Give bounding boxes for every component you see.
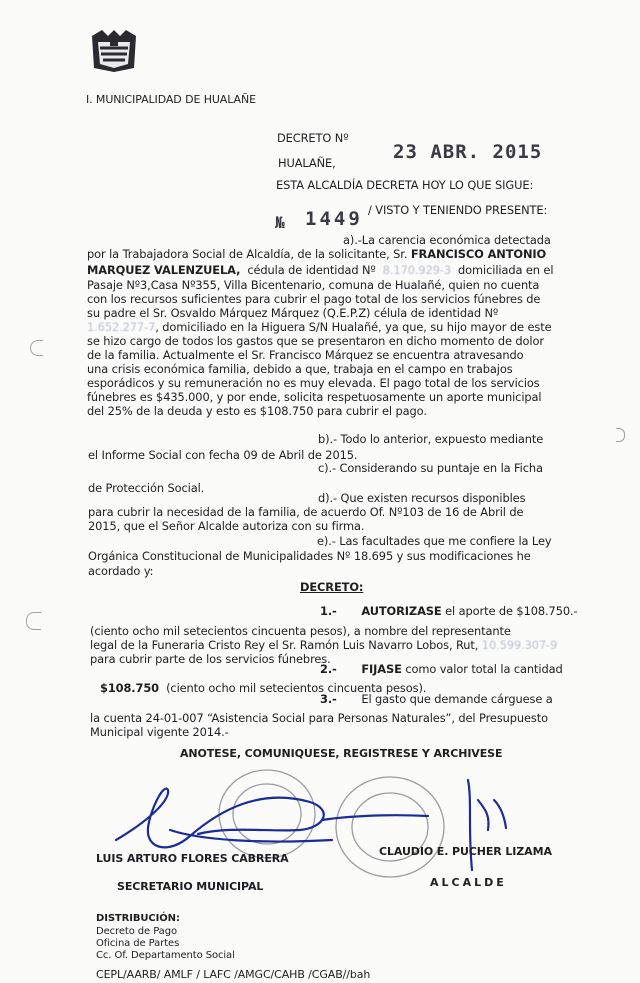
point-1-line-4: para cubrir parte de los servicios fúnebres. [90,652,331,666]
point-3-rest: El gasto que demande cárguese a [361,692,553,706]
margin-mark-left-2 [26,612,41,630]
distribution-item-2: Oficina de Partes [96,938,180,949]
point-3-line-2: la cuenta 24-01-007 “Asistencia Social para Personas Naturales”, del Presupuesto [90,711,549,725]
paragraph-a-line-2 [87,247,546,262]
mayor-title: ALCALDE [430,876,507,889]
secretary-name: LUIS ARTURO FLORES CABRERA [96,852,289,865]
point-1-line-3-text: legal de la Funeraria Cristo Rey el Sr. Ramón Luis Navarro Lobos, Rut, [90,638,479,652]
point-3-line-3: Municipal vigente 2014.- [90,725,229,739]
visto-line: / VISTO Y TENIENDO PRESENTE: [368,203,548,217]
point-1-line-2: (ciento ocho mil setecientos cincuenta pesos), a nombre del representante [90,624,511,638]
anotese-line: ANOTESE, COMUNIQUESE, REGISTRESE Y ARCHIVESE [180,747,503,760]
applicant-name-bold-2: MARQUEZ VALENZUELA, [87,263,241,277]
decree-number-stamp: 1449 [305,208,363,230]
paragraph-d-line-3: 2015, que el Señor Alcalde autoriza con su firma. [88,519,365,533]
paragraph-a-line-12: fúnebres es $435.000, y por ende, solicita respetuosamente un aporte municipal [87,390,542,404]
point-1-line-3 [90,638,557,653]
paragraph-a-line-11: esporádicos y su remuneración no es muy elevada. El pago total de los servicios [87,376,540,390]
paragraph-e-line-2: Orgánica Constitucional de Municipalidades Nº 18.695 y sus modificaciones he [88,549,531,563]
municipal-crest-icon [88,28,140,74]
paragraph-a-line-5: con los recursos suficientes para cubrir el pago total de los servicios fúnebres de [87,292,541,306]
point-2-line-1 [320,662,563,677]
point-3-line-1 [320,692,553,707]
point-2-number: 2.- [320,662,337,676]
paragraph-a-line-9: de la familia. Actualmente el Sr. Francisco Márquez se encuentra atravesando [87,348,524,362]
paragraph-a-line-1: a).-La carencia económica detectada [343,233,551,247]
paragraph-d-line-2: para cubrir la necesidad de la familia, de acuerdo Of. Nº103 de 16 de Abril de [88,505,524,519]
decree-heading: DECRETO: [300,580,364,594]
distribution-item-1: Decreto de Pago [96,926,177,937]
distribution-item-3: Cc. Of. Departamento Social [96,950,235,961]
date-stamp: 23 ABR. 2015 [393,141,543,163]
stamp-prefix: № [275,213,285,232]
redacted-id-1: 8.170.929-3 [382,263,451,277]
paragraph-c-line-1: c).- Considerando su puntaje en la Ficha [318,461,543,475]
paragraph-a-line-4: Pasaje Nº3,Casa Nº355, Villa Bicentenario, comuna de Hualañé, quien no cuenta [87,278,540,292]
point-1-line-1 [320,604,578,619]
point-1-keyword: AUTORIZASE [361,604,442,618]
paragraph-a-text-start: por la Trabajadora Social de Alcaldía, de la solicitante, Sr. [87,247,411,261]
mayor-name: CLAUDIO E. PUCHER LIZAMA [379,845,552,858]
point-3-number: 3.- [320,692,337,706]
applicant-name-bold-1: FRANCISCO ANTONIO [410,247,547,261]
point-2-amount: $108.750 [100,681,160,695]
secretary-title: SECRETARIO MUNICIPAL [117,880,264,893]
paragraph-a-line-7-text: , domiciliado en la Higuera S/N Hualañé, ya que, su hijo mayor de este [155,320,552,334]
paragraph-c-line-2: de Protección Social. [88,481,205,495]
paragraph-a-line-3 [87,263,553,278]
distribution-heading: DISTRIBUCIÓN: [96,913,180,924]
paragraph-a-line-8: se hizo cargo de todos los gastos que se presentaron en dicho momento de dolor [87,334,544,348]
decree-number-label: DECRETO Nº [277,131,349,145]
municipality-name: I. MUNICIPALIDAD DE HUALAÑE [86,93,256,106]
paragraph-a-line-10: una crisis económica familia, debido a que, trabaja en el campo en trabajos [87,362,513,376]
distribution-initials: CEPL/AARB/ AMLF / LAFC /AMGC/CAHB /CGAB//bah [96,968,371,981]
paragraph-a-line-6: su padre el Sr. Osvaldo Márquez Márquez (Q.E.P.Z) célula de identidad Nº [87,306,499,320]
paragraph-d-line-1: d).- Que existen recursos disponibles [318,491,526,505]
place-label: HUALAÑE, [278,156,336,170]
id-label: cédula de identidad Nº [247,263,376,277]
point-1-rest: el aporte de $108.750.- [445,604,578,618]
paragraph-e-line-1: e).- Las facultades que me confiere la Ley [317,534,552,548]
redacted-rut: 10.599.307-9 [481,638,558,652]
paragraph-a-line-13: del 25% de la deuda y esto es $108.750 para cubrir el pago. [87,404,427,418]
domicile-label: domiciliada en el [458,263,554,277]
paragraph-b-line-1: b).- Todo lo anterior, expuesto mediante [318,432,544,446]
point-1-number: 1.- [320,604,337,618]
margin-mark-left-1 [30,340,43,356]
point-2-keyword: FIJASE [361,662,402,676]
paragraph-b-line-2: el Informe Social con fecha 09 de Abril de 2015. [88,448,358,462]
paragraph-e-line-3: acordado y: [88,564,154,578]
paragraph-a-line-7 [87,320,552,335]
point-2-rest: como valor total la cantidad [405,662,563,676]
decrees-line: ESTA ALCALDÍA DECRETA HOY LO QUE SIGUE: [276,178,534,192]
margin-mark-right [616,428,625,442]
mayor-signature [318,770,538,880]
point-2-amount-words: (ciento ocho mil setecientos cincuenta pesos). [166,681,427,695]
redacted-id-2: 1.652.277-7 [87,320,156,334]
